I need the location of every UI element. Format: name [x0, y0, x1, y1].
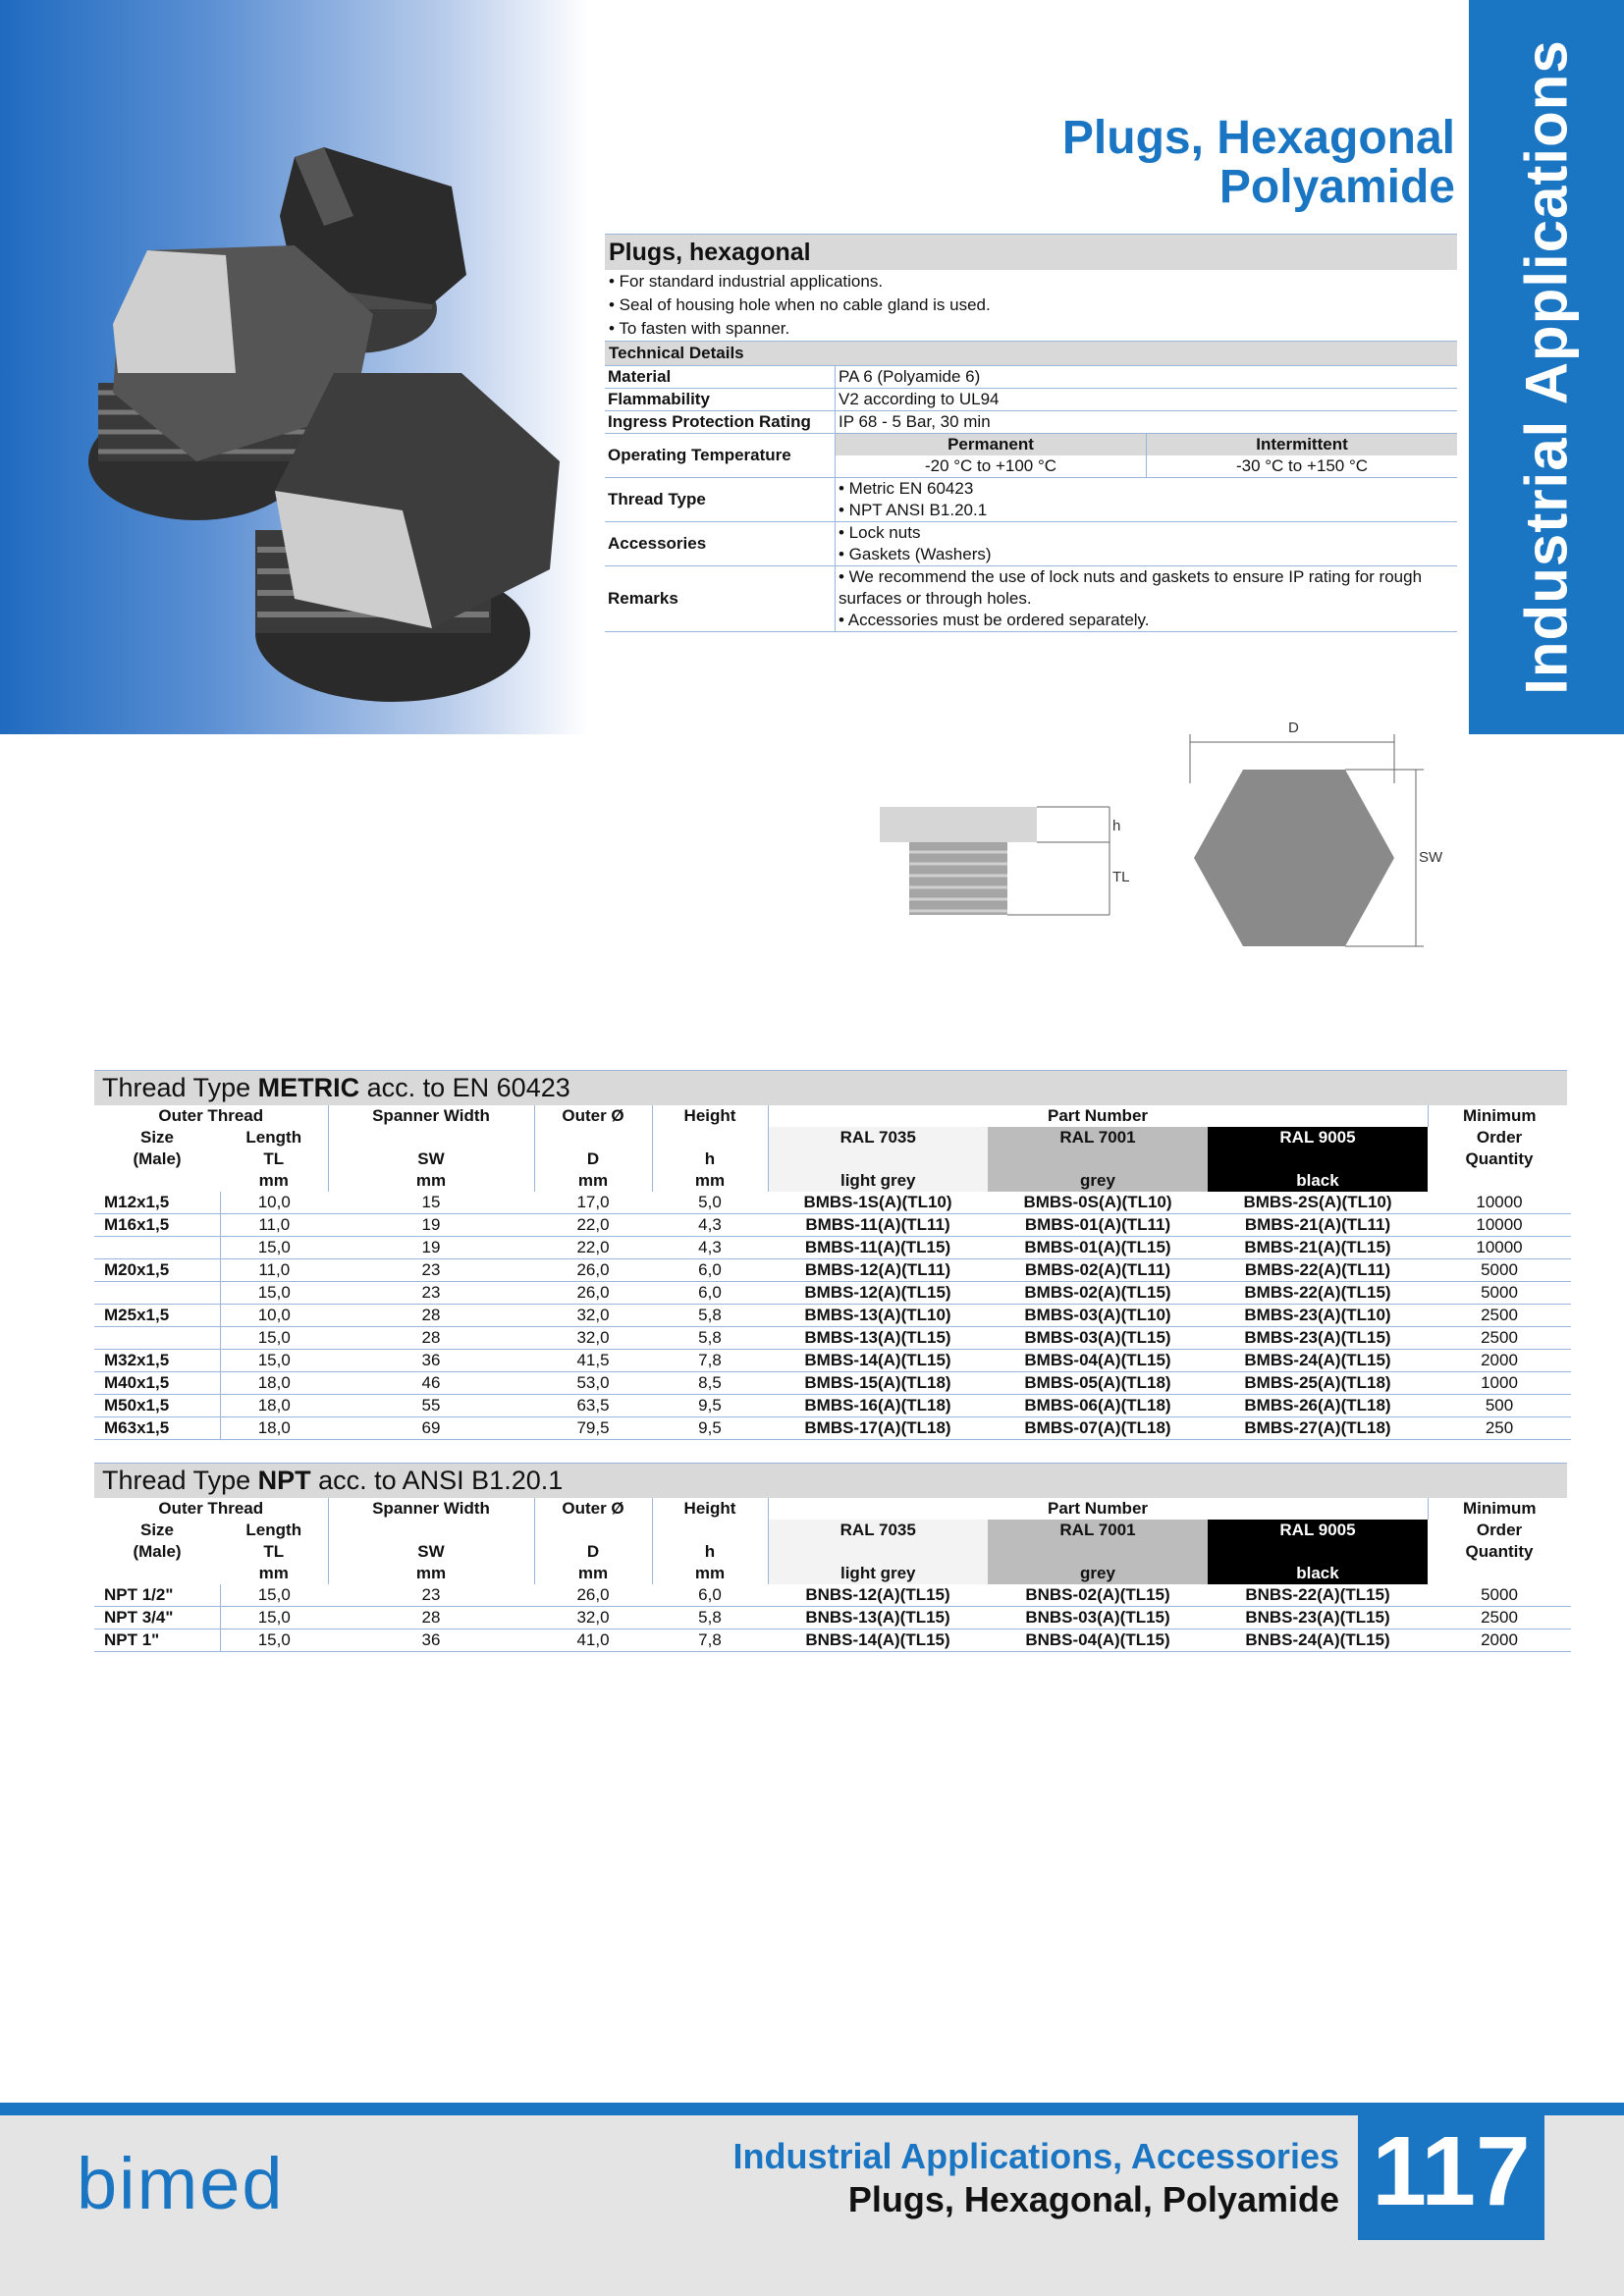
- material-label: Material: [605, 366, 836, 389]
- cell-sw: 23: [328, 1584, 534, 1607]
- cell-d: 26,0: [534, 1584, 652, 1607]
- thread-value: • Metric EN 60423: [839, 479, 974, 498]
- cell-lg: BNBS-14(A)(TL15): [768, 1629, 988, 1652]
- cell-b: BMBS-21(A)(TL15): [1208, 1237, 1428, 1259]
- metric-title-pre: Thread Type: [102, 1073, 258, 1102]
- cell-d: 22,0: [534, 1214, 652, 1237]
- cell-sw: 55: [328, 1395, 534, 1417]
- cell-g: BNBS-03(A)(TL15): [988, 1607, 1208, 1629]
- table-row: [94, 1259, 1571, 1282]
- metric-table-title: [94, 1070, 1567, 1105]
- col-tl: TL: [220, 1541, 328, 1563]
- cell-sw: 23: [328, 1282, 534, 1305]
- cell-tl: 18,0: [220, 1372, 328, 1395]
- table-row: [94, 1327, 1571, 1350]
- sidebar-band: [1469, 0, 1624, 734]
- cell-sw: 19: [328, 1237, 534, 1259]
- cell-g: BMBS-01(A)(TL15): [988, 1237, 1208, 1259]
- table-row: [94, 1237, 1571, 1259]
- cell-lg: BMBS-12(A)(TL15): [768, 1282, 988, 1305]
- cell-moq: 250: [1428, 1417, 1571, 1440]
- col-unit: mm: [220, 1563, 328, 1584]
- table-row: [94, 1350, 1571, 1372]
- sidebar-label: Industrial Applications: [1513, 39, 1580, 695]
- footer: [0, 2103, 1624, 2296]
- col-black: black: [1208, 1563, 1428, 1584]
- col-d: D: [534, 1541, 652, 1563]
- cell-sw: 28: [328, 1607, 534, 1629]
- cell-d: 32,0: [534, 1327, 652, 1350]
- col-black: black: [1208, 1170, 1428, 1192]
- cell-g: BMBS-05(A)(TL18): [988, 1372, 1208, 1395]
- cell-sw: 46: [328, 1372, 534, 1395]
- label-h: h: [1112, 818, 1121, 834]
- cell-lg: BMBS-1S(A)(TL10): [768, 1192, 988, 1214]
- cell-lg: BMBS-13(A)(TL15): [768, 1327, 988, 1350]
- cell-b: BMBS-23(A)(TL15): [1208, 1327, 1428, 1350]
- cell-d: 26,0: [534, 1259, 652, 1282]
- npt-table: [94, 1498, 1571, 1652]
- tech-row-ip: [605, 411, 1457, 434]
- col-outer-d: Outer Ø: [534, 1105, 652, 1127]
- cell-g: BMBS-04(A)(TL15): [988, 1350, 1208, 1372]
- cell-g: BNBS-02(A)(TL15): [988, 1584, 1208, 1607]
- col-part-number: Part Number: [768, 1105, 1428, 1127]
- col-height: Height: [652, 1105, 768, 1127]
- table-row: [94, 1395, 1571, 1417]
- cell-sw: 36: [328, 1629, 534, 1652]
- col-outer-thread: Outer Thread: [94, 1498, 328, 1520]
- footer-section: Industrial Applications, Accessories: [732, 2136, 1339, 2176]
- page-title-line2: Polyamide: [1218, 161, 1455, 213]
- cell-b: BNBS-24(A)(TL15): [1208, 1629, 1428, 1652]
- cell-g: BMBS-07(A)(TL18): [988, 1417, 1208, 1440]
- ip-value: IP 68 - 5 Bar, 30 min: [836, 411, 1458, 434]
- table-row: [94, 1214, 1571, 1237]
- cell-h: 8,5: [652, 1372, 768, 1395]
- cell-h: 5,8: [652, 1305, 768, 1327]
- remarks-value: • We recommend the use of lock nuts and gaskets to ensure IP rating for rough surfaces or through holes.: [839, 567, 1423, 608]
- col-grey: grey: [988, 1563, 1208, 1584]
- cell-h: 9,5: [652, 1417, 768, 1440]
- page-title-line1: Plugs, Hexagonal: [1061, 112, 1455, 164]
- cell-sw: 15: [328, 1192, 534, 1214]
- accessories-label: Accessories: [605, 522, 836, 566]
- table-row: [94, 1607, 1571, 1629]
- cell-size: M32x1,5: [94, 1350, 220, 1372]
- dimension-diagram: [864, 715, 1453, 970]
- cell-b: BMBS-23(A)(TL10): [1208, 1305, 1428, 1327]
- cell-moq: 5000: [1428, 1259, 1571, 1282]
- cell-lg: BMBS-12(A)(TL11): [768, 1259, 988, 1282]
- cell-tl: 15,0: [220, 1350, 328, 1372]
- footer-subsection: Plugs, Hexagonal, Polyamide: [847, 2179, 1339, 2219]
- cell-size: NPT 1/2": [94, 1584, 220, 1607]
- cell-size: M12x1,5: [94, 1192, 220, 1214]
- cell-lg: BMBS-17(A)(TL18): [768, 1417, 988, 1440]
- label-sw: SW: [1419, 849, 1443, 866]
- col-grey: grey: [988, 1170, 1208, 1192]
- optemp-table: [836, 434, 1457, 477]
- cell-d: 41,5: [534, 1350, 652, 1372]
- col-unit: mm: [220, 1170, 328, 1192]
- col-order: Order: [1476, 1128, 1523, 1147]
- cell-size: NPT 3/4": [94, 1607, 220, 1629]
- cell-moq: 10000: [1428, 1237, 1571, 1259]
- cell-moq: 2500: [1428, 1607, 1571, 1629]
- cell-g: BMBS-06(A)(TL18): [988, 1395, 1208, 1417]
- page-title: [1062, 114, 1455, 212]
- col-d: D: [534, 1148, 652, 1170]
- cell-moq: 10000: [1428, 1214, 1571, 1237]
- tech-row-material: [605, 366, 1457, 389]
- col-min: Minimum: [1462, 1106, 1537, 1125]
- tech-row-flammability: [605, 389, 1457, 411]
- cell-b: BMBS-25(A)(TL18): [1208, 1372, 1428, 1395]
- cell-tl: 11,0: [220, 1259, 328, 1282]
- col-sw: SW: [328, 1148, 534, 1170]
- cell-sw: 19: [328, 1214, 534, 1237]
- spec-heading: Plugs, hexagonal: [605, 234, 1457, 270]
- cell-tl: 15,0: [220, 1237, 328, 1259]
- cell-d: 17,0: [534, 1192, 652, 1214]
- cell-size: M20x1,5: [94, 1259, 220, 1282]
- thread-label: Thread Type: [605, 478, 836, 522]
- col-length: Length: [220, 1127, 328, 1148]
- optemp-label: Operating Temperature: [605, 434, 836, 478]
- cell-size: M25x1,5: [94, 1305, 220, 1327]
- cell-tl: 15,0: [220, 1584, 328, 1607]
- cell-tl: 10,0: [220, 1192, 328, 1214]
- page-number: 117: [1358, 2103, 1544, 2240]
- cell-g: BMBS-03(A)(TL15): [988, 1327, 1208, 1350]
- metric-title-post: acc. to EN 60423: [359, 1073, 570, 1102]
- brand-logo: bimed: [77, 2143, 285, 2224]
- cell-g: BNBS-04(A)(TL15): [988, 1629, 1208, 1652]
- flammability-value: V2 according to UL94: [836, 389, 1458, 411]
- metric-title-bold: METRIC: [257, 1073, 360, 1102]
- col-unit: mm: [652, 1170, 768, 1192]
- col-ral-g: RAL 7001: [988, 1127, 1208, 1148]
- cell-h: 7,8: [652, 1629, 768, 1652]
- cell-d: 22,0: [534, 1237, 652, 1259]
- table-row: [94, 1417, 1571, 1440]
- cell-b: BMBS-22(A)(TL11): [1208, 1259, 1428, 1282]
- col-length: Length: [220, 1520, 328, 1541]
- cell-tl: 18,0: [220, 1417, 328, 1440]
- spec-bullet: • For standard industrial applications.: [609, 272, 884, 291]
- remarks-label: Remarks: [605, 566, 836, 632]
- cell-b: BMBS-24(A)(TL15): [1208, 1350, 1428, 1372]
- cell-d: 41,0: [534, 1629, 652, 1652]
- cell-sw: 69: [328, 1417, 534, 1440]
- cell-h: 5,0: [652, 1192, 768, 1214]
- technical-details-heading: Technical Details: [605, 341, 1457, 366]
- cell-h: 9,5: [652, 1395, 768, 1417]
- cell-d: 26,0: [534, 1282, 652, 1305]
- cell-moq: 2500: [1428, 1305, 1571, 1327]
- cell-size: [94, 1282, 220, 1305]
- cell-d: 32,0: [534, 1607, 652, 1629]
- col-order: Order: [1476, 1521, 1523, 1539]
- optemp-intermittent-value: -30 °C to +150 °C: [1147, 455, 1458, 477]
- col-unit: mm: [328, 1563, 534, 1584]
- col-size: Size: [139, 1521, 175, 1539]
- cell-b: BMBS-2S(A)(TL10): [1208, 1192, 1428, 1214]
- spec-bullet: • Seal of housing hole when no cable gland is used.: [609, 295, 991, 314]
- cell-h: 5,8: [652, 1607, 768, 1629]
- table-row: [94, 1584, 1571, 1607]
- cell-moq: 2500: [1428, 1327, 1571, 1350]
- spec-block: [605, 234, 1457, 632]
- product-illustration: [0, 0, 589, 734]
- cell-g: BMBS-0S(A)(TL10): [988, 1192, 1208, 1214]
- cell-g: BMBS-01(A)(TL11): [988, 1214, 1208, 1237]
- table-row: [94, 1282, 1571, 1305]
- tech-row-optemp: [605, 434, 1457, 478]
- col-unit: mm: [534, 1170, 652, 1192]
- table-row: [94, 1192, 1571, 1214]
- material-value: PA 6 (Polyamide 6): [836, 366, 1458, 389]
- table-row: [94, 1372, 1571, 1395]
- cell-tl: 15,0: [220, 1629, 328, 1652]
- cell-tl: 10,0: [220, 1305, 328, 1327]
- cell-d: 79,5: [534, 1417, 652, 1440]
- npt-table-section: [94, 1463, 1567, 1652]
- col-light-grey: light grey: [768, 1563, 988, 1584]
- cell-h: 7,8: [652, 1350, 768, 1372]
- cell-b: BMBS-21(A)(TL11): [1208, 1214, 1428, 1237]
- cell-size: M50x1,5: [94, 1395, 220, 1417]
- cell-h: 6,0: [652, 1282, 768, 1305]
- cell-tl: 18,0: [220, 1395, 328, 1417]
- optemp-intermittent-label: Intermittent: [1147, 434, 1458, 455]
- cell-h: 6,0: [652, 1584, 768, 1607]
- col-male: (Male): [133, 1149, 182, 1168]
- cell-b: BNBS-23(A)(TL15): [1208, 1607, 1428, 1629]
- cell-lg: BMBS-14(A)(TL15): [768, 1350, 988, 1372]
- cell-tl: 15,0: [220, 1607, 328, 1629]
- cell-d: 53,0: [534, 1372, 652, 1395]
- col-min: Minimum: [1462, 1499, 1537, 1518]
- col-ral-b: RAL 9005: [1208, 1127, 1428, 1148]
- cell-moq: 2000: [1428, 1629, 1571, 1652]
- cell-moq: 1000: [1428, 1372, 1571, 1395]
- thread-value: • NPT ANSI B1.20.1: [839, 501, 988, 519]
- col-h: h: [652, 1541, 768, 1563]
- cell-sw: 36: [328, 1350, 534, 1372]
- ip-label: Ingress Protection Rating: [605, 411, 836, 434]
- npt-title-bold: NPT: [257, 1466, 311, 1495]
- cell-moq: 5000: [1428, 1282, 1571, 1305]
- cell-b: BMBS-27(A)(TL18): [1208, 1417, 1428, 1440]
- optemp-permanent-value: -20 °C to +100 °C: [924, 456, 1057, 475]
- cell-moq: 2000: [1428, 1350, 1571, 1372]
- col-outer-d: Outer Ø: [534, 1498, 652, 1520]
- cell-moq: 10000: [1428, 1192, 1571, 1214]
- col-spanner: Spanner Width: [328, 1498, 534, 1520]
- optemp-permanent-label: Permanent: [836, 434, 1147, 455]
- cell-moq: 500: [1428, 1395, 1571, 1417]
- cell-d: 63,5: [534, 1395, 652, 1417]
- table-row: [94, 1305, 1571, 1327]
- cell-sw: 28: [328, 1305, 534, 1327]
- cell-tl: 15,0: [220, 1282, 328, 1305]
- top-view-drawing: [1190, 720, 1443, 946]
- col-sw: SW: [328, 1541, 534, 1563]
- cell-b: BMBS-26(A)(TL18): [1208, 1395, 1428, 1417]
- col-ral-lg: RAL 7035: [768, 1127, 988, 1148]
- col-ral-g: RAL 7001: [988, 1520, 1208, 1541]
- cell-size: M40x1,5: [94, 1372, 220, 1395]
- flammability-label: Flammability: [605, 389, 836, 411]
- cell-lg: BMBS-13(A)(TL10): [768, 1305, 988, 1327]
- cell-size: M63x1,5: [94, 1417, 220, 1440]
- cell-sw: 28: [328, 1327, 534, 1350]
- col-quantity: Quantity: [1465, 1149, 1534, 1168]
- accessories-value: • Lock nuts: [839, 523, 921, 542]
- npt-title-post: acc. to ANSI B1.20.1: [310, 1466, 564, 1495]
- npt-title-pre: Thread Type: [102, 1466, 258, 1495]
- metric-table-section: [94, 1070, 1567, 1440]
- cell-lg: BNBS-13(A)(TL15): [768, 1607, 988, 1629]
- col-unit: mm: [652, 1563, 768, 1584]
- cell-moq: 5000: [1428, 1584, 1571, 1607]
- cell-d: 32,0: [534, 1305, 652, 1327]
- col-male: (Male): [133, 1542, 182, 1561]
- col-unit: mm: [534, 1563, 652, 1584]
- side-view-drawing: [880, 807, 1130, 915]
- cell-sw: 23: [328, 1259, 534, 1282]
- col-height: Height: [652, 1498, 768, 1520]
- col-outer-thread: Outer Thread: [94, 1105, 328, 1127]
- tech-row-remarks: [605, 566, 1457, 632]
- metric-table: [94, 1105, 1571, 1440]
- cell-h: 5,8: [652, 1327, 768, 1350]
- cell-size: M16x1,5: [94, 1214, 220, 1237]
- table-row: [94, 1629, 1571, 1652]
- cell-h: 4,3: [652, 1214, 768, 1237]
- tech-row-accessories: [605, 522, 1457, 566]
- remarks-value: • Accessories must be ordered separately.: [839, 611, 1150, 629]
- cell-size: [94, 1237, 220, 1259]
- tech-row-thread: [605, 478, 1457, 522]
- col-unit: mm: [328, 1170, 534, 1192]
- product-photo: [0, 0, 589, 734]
- cell-lg: BMBS-16(A)(TL18): [768, 1395, 988, 1417]
- cell-tl: 15,0: [220, 1327, 328, 1350]
- cell-b: BNBS-22(A)(TL15): [1208, 1584, 1428, 1607]
- col-h: h: [652, 1148, 768, 1170]
- cell-lg: BMBS-15(A)(TL18): [768, 1372, 988, 1395]
- cell-size: NPT 1": [94, 1629, 220, 1652]
- col-ral-b: RAL 9005: [1208, 1520, 1428, 1541]
- label-tl: TL: [1112, 869, 1130, 885]
- col-size: Size: [139, 1128, 175, 1147]
- cell-g: BMBS-02(A)(TL11): [988, 1259, 1208, 1282]
- cell-lg: BNBS-12(A)(TL15): [768, 1584, 988, 1607]
- spec-bullet: • To fasten with spanner.: [609, 319, 790, 338]
- cell-h: 6,0: [652, 1259, 768, 1282]
- col-part-number: Part Number: [768, 1498, 1428, 1520]
- cell-lg: BMBS-11(A)(TL15): [768, 1237, 988, 1259]
- technical-details-table: [605, 366, 1457, 632]
- cell-b: BMBS-22(A)(TL15): [1208, 1282, 1428, 1305]
- cell-h: 4,3: [652, 1237, 768, 1259]
- col-tl: TL: [220, 1148, 328, 1170]
- cell-tl: 11,0: [220, 1214, 328, 1237]
- cell-size: [94, 1327, 220, 1350]
- col-quantity: Quantity: [1465, 1542, 1534, 1561]
- col-ral-lg: RAL 7035: [768, 1520, 988, 1541]
- cell-g: BMBS-02(A)(TL15): [988, 1282, 1208, 1305]
- npt-table-title: [94, 1463, 1567, 1498]
- label-d: D: [1288, 720, 1299, 736]
- cell-lg: BMBS-11(A)(TL11): [768, 1214, 988, 1237]
- accessories-value: • Gaskets (Washers): [839, 545, 992, 563]
- col-light-grey: light grey: [768, 1170, 988, 1192]
- cell-g: BMBS-03(A)(TL10): [988, 1305, 1208, 1327]
- col-spanner: Spanner Width: [328, 1105, 534, 1127]
